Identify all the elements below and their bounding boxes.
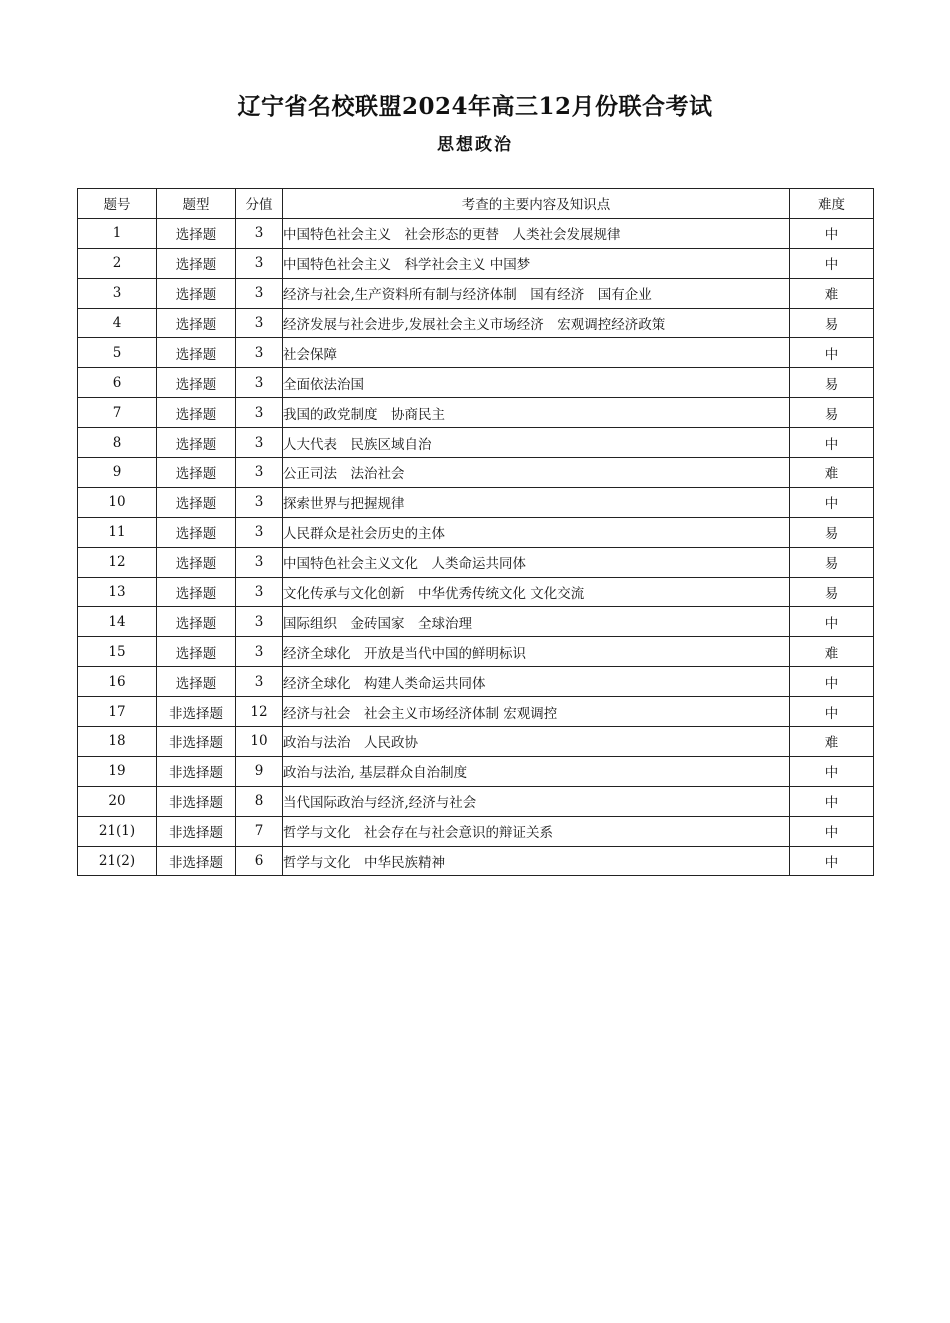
score-cell: 3 — [236, 487, 283, 517]
col-header-type: 题型 — [157, 189, 236, 219]
content-cell: 中国特色社会主义文化 人类命运共同体 — [283, 547, 790, 577]
score-cell: 3 — [236, 248, 283, 278]
question-type-cell: 选择题 — [157, 637, 236, 667]
content-cell: 全面依法治国 — [283, 368, 790, 398]
score-cell: 3 — [236, 667, 283, 697]
col-header-score: 分值 — [236, 189, 283, 219]
content-cell: 经济全球化 开放是当代中国的鲜明标识 — [283, 637, 790, 667]
content-cell: 哲学与文化 中华民族精神 — [283, 846, 790, 876]
score-cell: 3 — [236, 278, 283, 308]
question-type-cell: 非选择题 — [157, 697, 236, 727]
difficulty-cell: 易 — [790, 368, 874, 398]
question-type-cell: 选择题 — [157, 667, 236, 697]
question-number-cell: 8 — [78, 428, 157, 458]
question-type-cell: 选择题 — [157, 547, 236, 577]
table-row — [78, 577, 874, 607]
content-cell: 中国特色社会主义 科学社会主义 中国梦 — [283, 248, 790, 278]
score-cell: 3 — [236, 368, 283, 398]
score-cell: 3 — [236, 577, 283, 607]
question-number-cell: 11 — [78, 517, 157, 547]
score-cell: 9 — [236, 756, 283, 786]
score-cell: 3 — [236, 637, 283, 667]
question-number-cell: 15 — [78, 637, 157, 667]
question-type-cell: 选择题 — [157, 398, 236, 428]
table-row — [78, 428, 874, 458]
difficulty-cell: 中 — [790, 338, 874, 368]
score-cell: 8 — [236, 786, 283, 816]
question-type-cell: 非选择题 — [157, 727, 236, 757]
table-row — [78, 846, 874, 876]
difficulty-cell: 易 — [790, 308, 874, 338]
question-number-cell: 9 — [78, 458, 157, 488]
question-type-cell: 选择题 — [157, 607, 236, 637]
difficulty-cell: 易 — [790, 577, 874, 607]
table-row — [78, 547, 874, 577]
table-row — [78, 218, 874, 248]
col-header-content: 考查的主要内容及知识点 — [283, 189, 790, 219]
question-number-cell: 14 — [78, 607, 157, 637]
question-number-cell: 13 — [78, 577, 157, 607]
question-type-cell: 选择题 — [157, 487, 236, 517]
question-number-cell: 21(1) — [78, 816, 157, 846]
content-cell: 人民群众是社会历史的主体 — [283, 517, 790, 547]
content-cell: 经济全球化 构建人类命运共同体 — [283, 667, 790, 697]
page-title: 辽宁省名校联盟2024年高三12月份联合考试 — [237, 93, 713, 120]
table-row — [78, 278, 874, 308]
content-cell: 我国的政党制度 协商民主 — [283, 398, 790, 428]
question-number-cell: 21(2) — [78, 846, 157, 876]
difficulty-cell: 中 — [790, 786, 874, 816]
score-cell: 3 — [236, 458, 283, 488]
difficulty-cell: 易 — [790, 517, 874, 547]
difficulty-cell: 中 — [790, 248, 874, 278]
score-cell: 10 — [236, 727, 283, 757]
score-cell: 3 — [236, 607, 283, 637]
table-row — [78, 338, 874, 368]
content-cell: 文化传承与文化创新 中华优秀传统文化 文化交流 — [283, 577, 790, 607]
content-cell: 探索世界与把握规律 — [283, 487, 790, 517]
table-row — [78, 458, 874, 488]
table-header-row — [78, 189, 874, 219]
difficulty-cell: 中 — [790, 428, 874, 458]
content-cell: 经济与社会 社会主义市场经济体制 宏观调控 — [283, 697, 790, 727]
content-cell: 经济发展与社会进步,发展社会主义市场经济 宏观调控经济政策 — [283, 308, 790, 338]
content-cell: 哲学与文化 社会存在与社会意识的辩证关系 — [283, 816, 790, 846]
exam-spec-table — [77, 188, 874, 876]
difficulty-cell: 难 — [790, 637, 874, 667]
table-row — [78, 667, 874, 697]
difficulty-cell: 难 — [790, 278, 874, 308]
question-type-cell: 选择题 — [157, 248, 236, 278]
question-type-cell: 选择题 — [157, 577, 236, 607]
content-cell: 当代国际政治与经济,经济与社会 — [283, 786, 790, 816]
table-row — [78, 607, 874, 637]
question-type-cell: 非选择题 — [157, 816, 236, 846]
table-row — [78, 697, 874, 727]
content-cell: 中国特色社会主义 社会形态的更替 人类社会发展规律 — [283, 218, 790, 248]
table-row — [78, 308, 874, 338]
question-number-cell: 6 — [78, 368, 157, 398]
table-row — [78, 637, 874, 667]
content-cell: 社会保障 — [283, 338, 790, 368]
score-cell: 3 — [236, 547, 283, 577]
question-type-cell: 非选择题 — [157, 786, 236, 816]
difficulty-cell: 中 — [790, 667, 874, 697]
score-cell: 3 — [236, 338, 283, 368]
question-number-cell: 2 — [78, 248, 157, 278]
question-number-cell: 16 — [78, 667, 157, 697]
question-number-cell: 20 — [78, 786, 157, 816]
content-cell: 政治与法治 人民政协 — [283, 727, 790, 757]
question-number-cell: 5 — [78, 338, 157, 368]
content-cell: 人大代表 民族区域自治 — [283, 428, 790, 458]
question-number-cell: 3 — [78, 278, 157, 308]
question-number-cell: 1 — [78, 218, 157, 248]
content-cell: 国际组织 金砖国家 全球治理 — [283, 607, 790, 637]
table-body — [78, 218, 874, 876]
question-type-cell: 选择题 — [157, 338, 236, 368]
question-type-cell: 选择题 — [157, 428, 236, 458]
difficulty-cell: 难 — [790, 727, 874, 757]
difficulty-cell: 易 — [790, 398, 874, 428]
score-cell: 3 — [236, 308, 283, 338]
difficulty-cell: 中 — [790, 218, 874, 248]
question-number-cell: 17 — [78, 697, 157, 727]
score-cell: 3 — [236, 398, 283, 428]
difficulty-cell: 中 — [790, 756, 874, 786]
table-row — [78, 487, 874, 517]
question-number-cell: 4 — [78, 308, 157, 338]
question-type-cell: 选择题 — [157, 308, 236, 338]
table-header — [78, 189, 874, 219]
difficulty-cell: 中 — [790, 607, 874, 637]
score-cell: 3 — [236, 218, 283, 248]
content-cell: 政治与法治, 基层群众自治制度 — [283, 756, 790, 786]
score-cell: 7 — [236, 816, 283, 846]
score-cell: 3 — [236, 517, 283, 547]
difficulty-cell: 中 — [790, 816, 874, 846]
table-row — [78, 398, 874, 428]
difficulty-cell: 中 — [790, 846, 874, 876]
question-number-cell: 10 — [78, 487, 157, 517]
col-header-difficulty: 难度 — [790, 189, 874, 219]
table-row — [78, 756, 874, 786]
difficulty-cell: 中 — [790, 487, 874, 517]
score-cell: 3 — [236, 428, 283, 458]
table-row — [78, 368, 874, 398]
question-number-cell: 7 — [78, 398, 157, 428]
difficulty-cell: 易 — [790, 547, 874, 577]
question-type-cell: 选择题 — [157, 368, 236, 398]
question-number-cell: 18 — [78, 727, 157, 757]
score-cell: 12 — [236, 697, 283, 727]
difficulty-cell: 中 — [790, 697, 874, 727]
question-number-cell: 12 — [78, 547, 157, 577]
table-row — [78, 248, 874, 278]
table-row — [78, 727, 874, 757]
question-type-cell: 选择题 — [157, 458, 236, 488]
table-row — [78, 517, 874, 547]
col-header-number: 题号 — [78, 189, 157, 219]
question-type-cell: 选择题 — [157, 218, 236, 248]
question-type-cell: 非选择题 — [157, 846, 236, 876]
question-number-cell: 19 — [78, 756, 157, 786]
page-subtitle: 思想政治 — [437, 135, 513, 155]
content-cell: 经济与社会,生产资料所有制与经济体制 国有经济 国有企业 — [283, 278, 790, 308]
content-cell: 公正司法 法治社会 — [283, 458, 790, 488]
question-type-cell: 非选择题 — [157, 756, 236, 786]
question-type-cell: 选择题 — [157, 517, 236, 547]
difficulty-cell: 难 — [790, 458, 874, 488]
table-row — [78, 786, 874, 816]
score-cell: 6 — [236, 846, 283, 876]
question-type-cell: 选择题 — [157, 278, 236, 308]
table-row — [78, 816, 874, 846]
